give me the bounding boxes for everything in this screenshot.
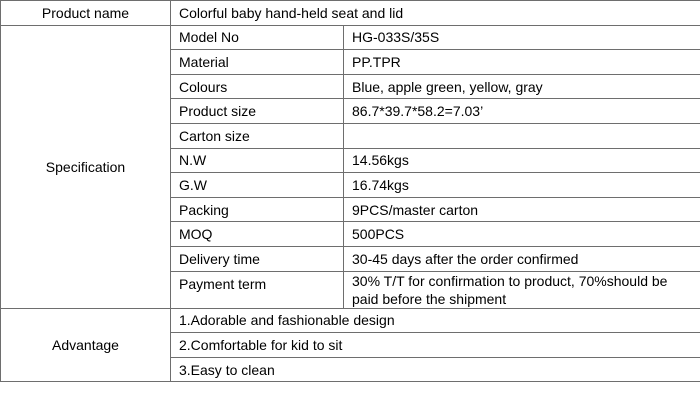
advantage-item: 1.Adorable and fashionable design — [171, 308, 700, 333]
specification-label: Specification — [1, 25, 171, 308]
advantage-item: 2.Comfortable for kid to sit — [171, 333, 700, 358]
spec-label: Carton size — [171, 123, 344, 148]
spec-label: MOQ — [171, 222, 344, 247]
advantage-item: 3.Easy to clean — [171, 357, 700, 382]
spec-value: 30% T/T for confirmation to product, 70%should be paid before the shipment — [344, 271, 700, 308]
product-name-value: Colorful baby hand-held seat and lid — [171, 1, 700, 26]
spec-value: 14.56kgs — [344, 148, 700, 173]
spec-value: PP.TPR — [344, 50, 700, 75]
product-name-row — [1, 1, 700, 26]
spec-label: Payment term — [171, 271, 344, 308]
spec-label: Colours — [171, 74, 344, 99]
spec-value: HG-033S/35S — [344, 25, 700, 50]
spec-label: N.W — [171, 148, 344, 173]
spec-value: Blue, apple green, yellow, gray — [344, 74, 700, 99]
spec-value — [344, 123, 700, 148]
product-name-label: Product name — [1, 1, 171, 26]
spec-value: 16.74kgs — [344, 173, 700, 198]
spec-label: Product size — [171, 99, 344, 124]
spec-label: Packing — [171, 197, 344, 222]
advantage-label: Advantage — [1, 308, 171, 382]
spec-label: Model No — [171, 25, 344, 50]
spec-row-model-no — [1, 25, 700, 50]
spec-value: 500PCS — [344, 222, 700, 247]
spec-label: G.W — [171, 173, 344, 198]
advantage-row — [1, 308, 700, 333]
spec-value: 9PCS/master carton — [344, 197, 700, 222]
spec-label: Material — [171, 50, 344, 75]
spec-value: 30-45 days after the order confirmed — [344, 246, 700, 271]
spec-label: Delivery time — [171, 246, 344, 271]
spec-value: 86.7*39.7*58.2=7.03’ — [344, 99, 700, 124]
